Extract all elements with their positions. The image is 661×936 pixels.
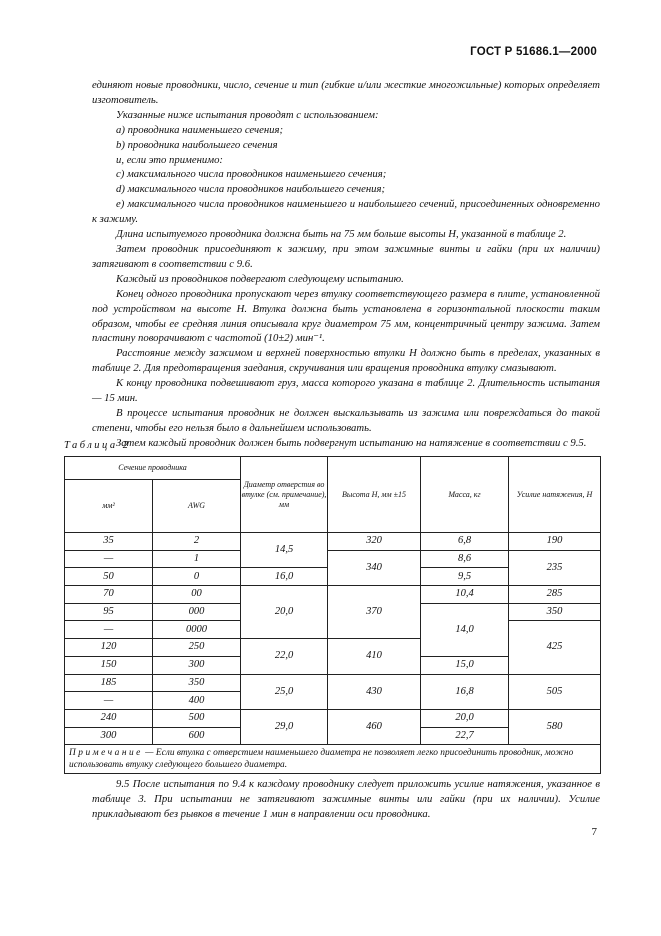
cell-awg: 400 [153,692,241,710]
table-note-row [65,745,601,774]
cell-mass: 10,4 [421,586,509,604]
header-diameter: Диаметр отверстия во втулке (см. примечание), мм [241,457,328,533]
cell-height: 340 [328,550,421,585]
cell-force: 505 [509,674,601,709]
cell-mass: 20,0 [421,709,509,727]
header-section: Сечение проводника [65,457,241,480]
cell-mm2: 185 [65,674,153,692]
cell-mm2: 150 [65,656,153,674]
cell-mm2: — [65,692,153,710]
paragraph: и, если это применимо: [116,153,223,166]
cell-awg: 500 [153,709,241,727]
cell-mass: 9,5 [421,568,509,586]
cell-mm2: 300 [65,727,153,745]
header-mass: Масса, кг [421,457,509,533]
paragraph: К концу проводника подвешивают груз, масса которого указана в таблице 2. Длительность испытания — 15 мин. [92,377,600,405]
list-item: e) максимального числа проводников наименьшего и наибольшего сечений, присоединенных одновременно к зажиму. [92,198,600,226]
cell-diameter: 25,0 [241,674,328,709]
cell-height: 460 [328,709,421,744]
cell-height: 370 [328,586,421,639]
paragraph: В процессе испытания проводник не должен выскальзывать из зажима или повреждаться до такой степени, чтобы его нельзя было в дальнейшем использовать. [92,406,600,434]
list-item: d) максимального числа проводников наибольшего сечения; [116,183,386,196]
table-row [65,533,601,551]
cell-mass: 22,7 [421,727,509,745]
cell-mass: 14,0 [421,603,509,656]
cell-height: 430 [328,674,421,709]
cell-force: 285 [509,586,601,604]
cell-force: 235 [509,550,601,585]
cell-mm2: — [65,621,153,639]
cell-diameter: 14,5 [241,533,328,568]
table-note [65,745,601,774]
paragraph: Конец одного проводника пропускают через втулку соответствующего размера в плите, установленной под устройством на высоте H. Втулка должна быть установлена в горизонтальной плоскости таким образом, чтобы ее средняя линия описывала круг диаметром 75 мм, концентричный центру зажима. Затем пластину поворачивают с частотой (10±2) мин⁻¹. [92,287,600,345]
cell-awg: 00 [153,586,241,604]
note-label: Примечание [69,748,143,759]
cell-diameter: 20,0 [241,586,328,639]
cell-mass: 15,0 [421,656,509,674]
table-row [65,550,601,568]
cell-force: 350 [509,603,601,621]
table-caption: Таблица 2 [64,440,131,451]
cell-awg: 300 [153,656,241,674]
cell-awg: 0 [153,568,241,586]
list-item: b) проводника наибольшего сечения [116,138,278,151]
list-item: a) проводника наименьшего сечения; [116,123,284,136]
cell-height: 410 [328,639,421,674]
cell-mass: 16,8 [421,674,509,709]
cell-awg: 600 [153,727,241,745]
cell-awg: 250 [153,639,241,657]
header-mm2: мм² [65,480,153,533]
document-header: ГОСТ Р 51686.1—2000 [470,46,597,58]
table-row [65,674,601,692]
table-2 [64,456,601,774]
cell-force: 425 [509,621,601,674]
section-9-5 [92,777,600,822]
cell-mm2: 240 [65,709,153,727]
cell-mm2: 50 [65,568,153,586]
table-row [65,709,601,727]
cell-mass: 8,6 [421,550,509,568]
list-item: c) максимального числа проводников наименьшего сечения; [116,168,387,181]
cell-diameter: 22,0 [241,639,328,674]
cell-force: 580 [509,709,601,744]
paragraph: Затем каждый проводник должен быть подвергнут испытанию на натяжение в соответствии с 9.5. [116,436,587,449]
paragraph: 9.5 После испытания по 9.4 к каждому проводнику следует приложить усилие натяжения, указанное в таблице 3. При испытании не затягивают зажимные винты или гайки (при их наличии). Усилие прикладывают без рывков в течение 1 мин в направлении оси проводника. [92,778,600,820]
cell-mm2: 35 [65,533,153,551]
cell-mm2: 120 [65,639,153,657]
header-height: Высота H, мм ±15 [328,457,421,533]
cell-force: 190 [509,533,601,551]
cell-awg: 2 [153,533,241,551]
body-text [92,78,600,451]
paragraph: единяют новые проводники, число, сечение и тип (гибкие и/или жесткие многожильные) которых определяет изготовитель. [92,79,600,106]
cell-awg: 0000 [153,621,241,639]
cell-mm2: 95 [65,603,153,621]
table-row [65,586,601,604]
paragraph: Длина испытуемого проводника должна быть на 75 мм больше высоты H, указанной в таблице 2. [116,228,567,241]
paragraph: Затем проводник присоединяют к зажиму, при этом зажимные винты и гайки (при их наличии) затягивают в соответствии с 9.6. [92,242,600,270]
cell-mass: 6,8 [421,533,509,551]
cell-awg: 350 [153,674,241,692]
paragraph: Каждый из проводников подвергают следующему испытанию. [116,272,404,285]
cell-diameter: 16,0 [241,568,328,586]
paragraph: Расстояние между зажимом и верхней поверхностью втулки H должно быть в пределах, указанных в таблице 2. Для предотвращения заедания, скручивания или вращения проводника втулку смазывают. [92,347,600,375]
paragraph: Указанные ниже испытания проводят с использованием: [116,108,379,121]
cell-awg: 000 [153,603,241,621]
cell-mm2: — [65,550,153,568]
cell-height: 320 [328,533,421,551]
cell-diameter: 29,0 [241,709,328,744]
header-awg: AWG [153,480,241,533]
page-number: 7 [591,826,597,838]
header-force: Усилие натяжения, Н [509,457,601,533]
note-text: — Если втулка с отверстием наименьшего диаметра не позволяет легко присоединить проводник, можно использовать втулку следующего большего диаметра. [69,748,574,771]
cell-awg: 1 [153,550,241,568]
cell-mm2: 70 [65,586,153,604]
